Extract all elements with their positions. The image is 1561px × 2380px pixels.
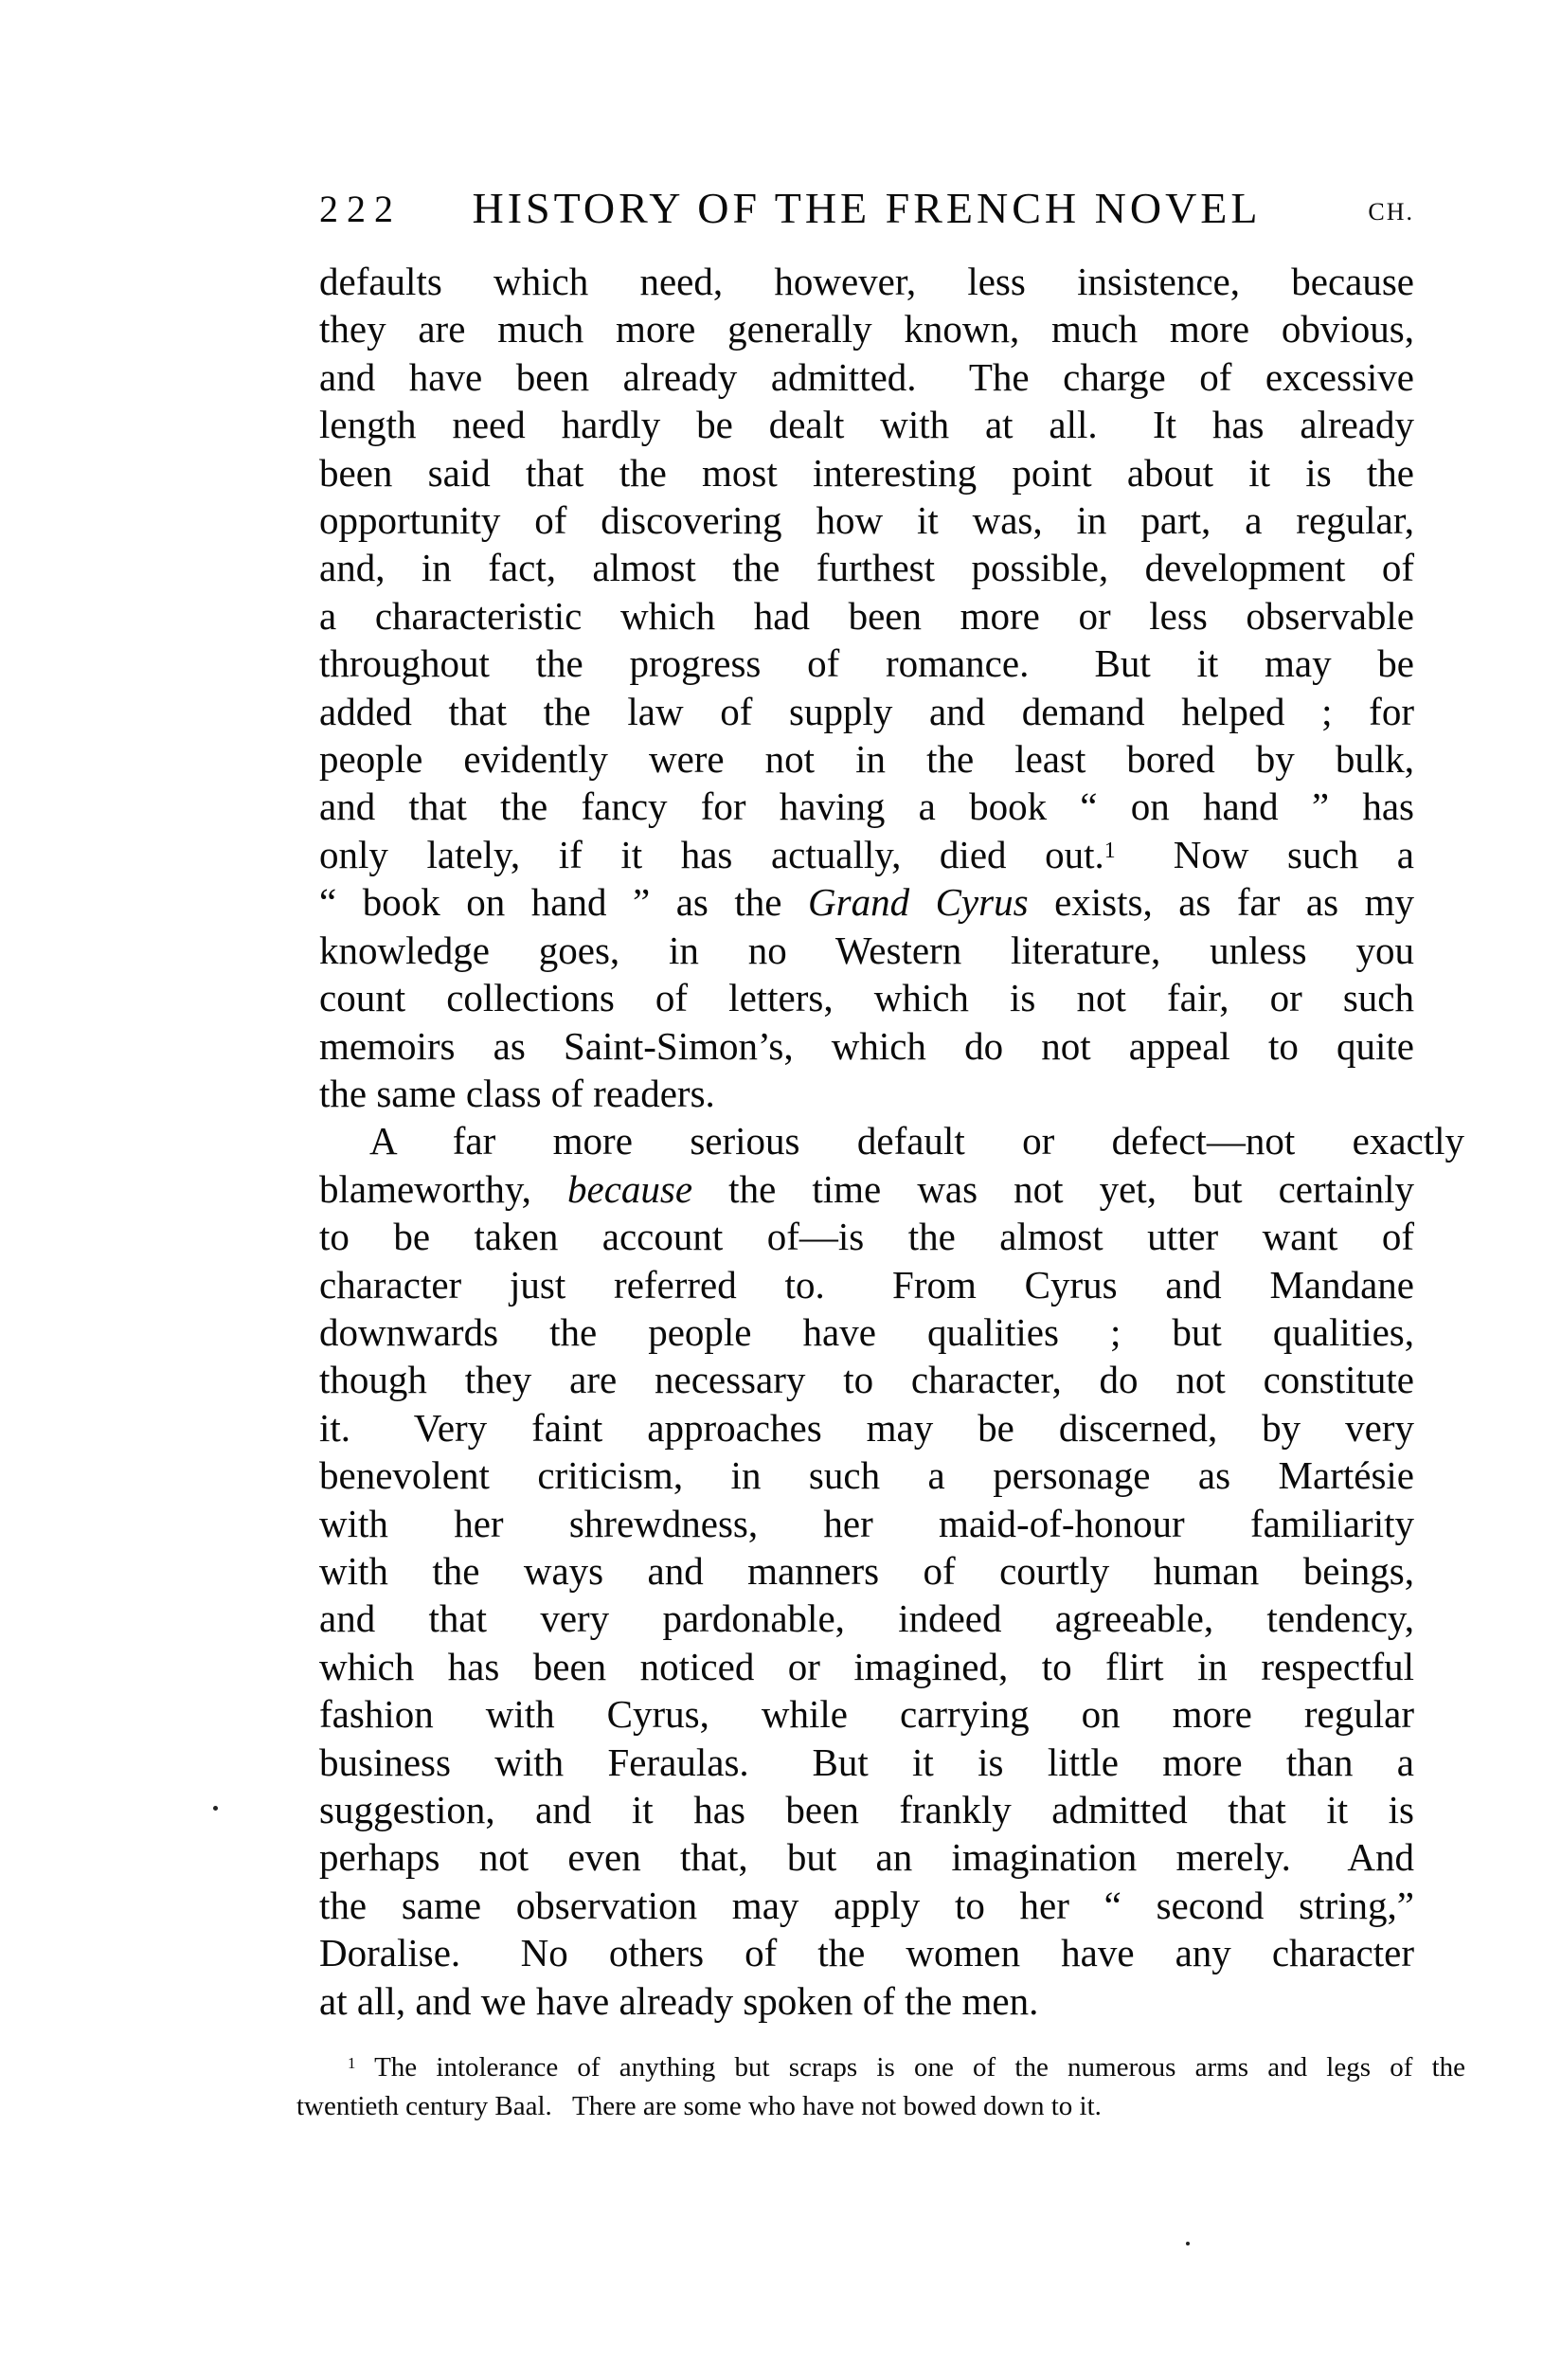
text-segment: length need hardly be dealt with at all. It has already (319, 403, 1414, 447)
text-segment: defaults which need, however, less insistence, because (319, 260, 1414, 303)
text-line (319, 449, 1414, 496)
text-segment: suggestion, and it has been frankly admitted that it is (319, 1788, 1414, 1831)
text-segment: with the ways and manners of courtly human beings, (319, 1548, 1414, 1593)
text-line (319, 1022, 1414, 1070)
running-title: HISTORY OF THE FRENCH NOVEL (472, 184, 1262, 232)
text-line (319, 592, 1414, 640)
text-segment: the same class of readers. (319, 1071, 715, 1115)
text-line (319, 1213, 1414, 1260)
text-line (319, 831, 1414, 878)
text-segment: to be taken account of—is the almost utter want of (319, 1215, 1414, 1259)
text-line (319, 401, 1414, 448)
text-line (319, 1690, 1414, 1738)
text-segment: character just referred to. From Cyrus and Mandane (319, 1262, 1414, 1307)
text-line (319, 927, 1414, 974)
text-segment: and that very pardonable, indeed agreeable, tendency, (319, 1596, 1414, 1641)
text-line (319, 1261, 1414, 1308)
text-segment: downwards the people have qualities ; but qualities, (319, 1309, 1414, 1354)
text-segment: they are much more generally known, much more obvious, (319, 307, 1414, 352)
text-line (319, 1356, 1414, 1403)
text-segment: business with Feraulas. But it is little more than a (319, 1740, 1414, 1784)
text-line (319, 735, 1414, 783)
text-segment: which has been noticed or imagined, to flirt in respectful (319, 1644, 1414, 1688)
text-line (319, 1070, 1414, 1117)
text-segment: and have been already admitted. The charge of excessive (319, 354, 1414, 399)
text-line (319, 258, 1414, 305)
page-header (319, 176, 1414, 233)
text-segment: fashion with Cyrus, while carrying on more regular (319, 1692, 1414, 1737)
text-segment: exists, as far as my (1028, 880, 1414, 925)
text-line (319, 1451, 1414, 1499)
text-line (319, 1929, 1414, 1976)
text-segment: the same observation may apply to her “ second string,” (319, 1883, 1414, 1927)
ink-speck (1186, 2242, 1190, 2245)
text-segment: a characteristic which had been more or less observable (319, 593, 1414, 638)
footnote-marker: 1 (348, 2054, 356, 2073)
text-segment: the time was not yet, but certainly (692, 1166, 1414, 1211)
text-line (319, 1643, 1414, 1690)
text-line (319, 1739, 1414, 1786)
ink-speck (213, 1806, 218, 1811)
text-line (319, 640, 1414, 687)
text-line (319, 353, 1414, 401)
text-line (319, 688, 1414, 735)
text-line (319, 1308, 1414, 1356)
text-segment: knowledge goes, in no Western literature, unless you (319, 928, 1414, 972)
text-line (319, 1547, 1414, 1595)
text-line (319, 1882, 1414, 1929)
text-line (319, 1404, 1414, 1451)
text-line (319, 783, 1414, 830)
text-segment: perhaps not even that, but an imagination merely. And (319, 1835, 1414, 1880)
text-segment: “ book on hand ” as the (319, 880, 808, 925)
text-line (319, 1595, 1414, 1642)
paragraph (319, 258, 1414, 1117)
text-line (296, 2048, 1465, 2087)
text-line (319, 1117, 1464, 1164)
text-segment: because (567, 1166, 693, 1211)
footnote-marker: 1 (1103, 838, 1116, 864)
text-segment: been said that the most interesting point about it is the (319, 450, 1414, 495)
text-line (319, 974, 1414, 1021)
chapter-label: CH. (1368, 198, 1414, 225)
text-segment: blameworthy, (319, 1166, 568, 1211)
text-line (319, 878, 1414, 926)
text-line (319, 496, 1414, 544)
text-segment: Doralise. No others of the women have any character (319, 1931, 1414, 1975)
text-segment: though they are necessary to character, do not constitute (319, 1358, 1414, 1402)
paragraph (319, 1117, 1464, 2025)
text-line (319, 305, 1414, 352)
text-segment: at all, and we have already spoken of the men. (319, 1978, 1039, 2023)
text-segment: twentieth century Baal. There are some who have not bowed down to it. (296, 2091, 1102, 2121)
text-line (319, 1833, 1414, 1881)
text-body (319, 258, 1464, 2025)
text-segment: added that the law of supply and demand helped ; for (319, 689, 1414, 733)
text-line (319, 1786, 1414, 1833)
text-segment: opportunity of discovering how it was, in part, a regular, (319, 498, 1414, 543)
page-number: 222 (319, 188, 402, 230)
text-segment: The intolerance of anything but scraps is one of the numerous arms and legs of the (355, 2052, 1465, 2082)
text-segment: Now such a (1115, 832, 1414, 876)
text-segment: A far more serious default or defect—not exactly (369, 1119, 1464, 1163)
footnote (296, 2048, 1465, 2126)
text-segment: benevolent criticism, in such a personage as Martésie (319, 1453, 1414, 1498)
text-line (319, 1500, 1414, 1547)
text-segment: people evidently were not in the least bored by bulk, (319, 737, 1414, 782)
text-segment: Grand Cyrus (808, 880, 1029, 925)
text-segment: it. Very faint approaches may be discerned, by very (319, 1405, 1414, 1450)
text-segment: with her shrewdness, her maid-of-honour familiarity (319, 1501, 1414, 1545)
text-segment: and, in fact, almost the furthest possible, development of (319, 546, 1414, 590)
text-segment: count collections of letters, which is not fair, or such (319, 976, 1414, 1020)
text-segment: memoirs as Saint-Simon’s, which do not appeal to quite (319, 1023, 1414, 1068)
text-line (296, 2087, 1414, 2126)
text-segment: throughout the progress of romance. But it may be (319, 641, 1414, 686)
text-line (319, 544, 1414, 591)
text-line (319, 1165, 1414, 1213)
text-line (319, 1977, 1414, 2025)
text-segment: and that the fancy for having a book “ on hand ” has (319, 784, 1414, 829)
text-segment: only lately, if it has actually, died out. (319, 832, 1104, 876)
